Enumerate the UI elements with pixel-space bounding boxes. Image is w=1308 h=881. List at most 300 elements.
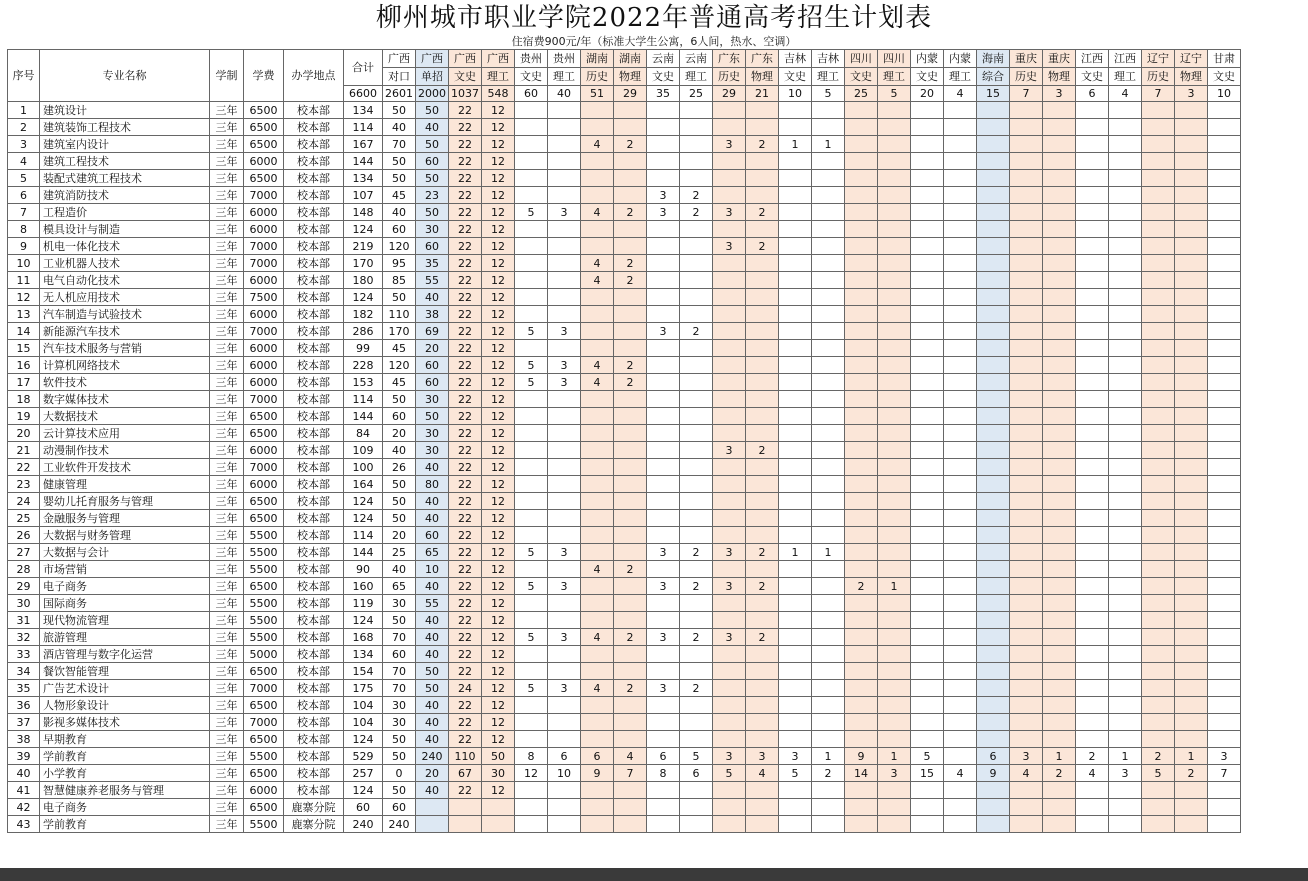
header-category[interactable]: 文史: [647, 68, 680, 86]
cell-quota[interactable]: 12: [482, 714, 515, 731]
cell-quota[interactable]: [647, 816, 680, 833]
cell-total[interactable]: 160: [344, 578, 383, 595]
cell-quota[interactable]: [1076, 442, 1109, 459]
cell-quota[interactable]: [1175, 714, 1208, 731]
cell-fee[interactable]: 6000: [244, 374, 284, 391]
cell-quota[interactable]: [713, 697, 746, 714]
header-province[interactable]: 四川: [878, 50, 911, 68]
cell-quota[interactable]: 3: [647, 187, 680, 204]
cell-quota[interactable]: 55: [416, 595, 449, 612]
cell-quota[interactable]: [680, 153, 713, 170]
cell-quota[interactable]: [746, 697, 779, 714]
cell-quota[interactable]: [1043, 119, 1076, 136]
cell-quota[interactable]: [647, 493, 680, 510]
cell-quota[interactable]: 12: [515, 765, 548, 782]
cell-quota[interactable]: [1076, 272, 1109, 289]
cell-quota[interactable]: [977, 425, 1010, 442]
cell-quota[interactable]: [812, 255, 845, 272]
cell-years[interactable]: 三年: [210, 102, 244, 119]
cell-quota[interactable]: [1109, 714, 1142, 731]
province-total[interactable]: 21: [746, 86, 779, 102]
cell-quota[interactable]: [515, 306, 548, 323]
cell-quota[interactable]: 2: [614, 357, 647, 374]
cell-quota[interactable]: [779, 272, 812, 289]
cell-quota[interactable]: [977, 323, 1010, 340]
cell-quota[interactable]: 30: [416, 442, 449, 459]
cell-seq[interactable]: 29: [8, 578, 40, 595]
cell-quota[interactable]: [911, 697, 944, 714]
cell-quota[interactable]: [1208, 221, 1241, 238]
cell-quota[interactable]: [1208, 646, 1241, 663]
cell-quota[interactable]: [1208, 136, 1241, 153]
cell-quota[interactable]: [1109, 204, 1142, 221]
cell-quota[interactable]: [845, 425, 878, 442]
cell-fee[interactable]: 6500: [244, 170, 284, 187]
cell-quota[interactable]: [1010, 170, 1043, 187]
cell-quota[interactable]: [845, 595, 878, 612]
cell-quota[interactable]: [779, 595, 812, 612]
cell-quota[interactable]: [1109, 646, 1142, 663]
cell-quota[interactable]: 4: [944, 765, 977, 782]
cell-quota[interactable]: [713, 799, 746, 816]
cell-quota[interactable]: [548, 731, 581, 748]
province-total[interactable]: 548: [482, 86, 515, 102]
cell-major-name[interactable]: 电气自动化技术: [40, 272, 210, 289]
cell-quota[interactable]: 2: [1076, 748, 1109, 765]
cell-quota[interactable]: [515, 170, 548, 187]
cell-quota[interactable]: [1208, 340, 1241, 357]
cell-years[interactable]: 三年: [210, 612, 244, 629]
cell-fee[interactable]: 5500: [244, 612, 284, 629]
cell-fee[interactable]: 6500: [244, 663, 284, 680]
cell-quota[interactable]: [647, 527, 680, 544]
header-province[interactable]: 湖南: [581, 50, 614, 68]
cell-campus[interactable]: 校本部: [284, 425, 344, 442]
cell-quota[interactable]: [680, 442, 713, 459]
cell-quota[interactable]: [614, 119, 647, 136]
cell-quota[interactable]: [845, 510, 878, 527]
cell-quota[interactable]: 70: [383, 629, 416, 646]
cell-fee[interactable]: 6500: [244, 493, 284, 510]
cell-quota[interactable]: [977, 493, 1010, 510]
cell-seq[interactable]: 9: [8, 238, 40, 255]
cell-quota[interactable]: [1142, 238, 1175, 255]
cell-total[interactable]: 124: [344, 731, 383, 748]
cell-quota[interactable]: 22: [449, 306, 482, 323]
cell-quota[interactable]: 22: [449, 170, 482, 187]
cell-quota[interactable]: 14: [845, 765, 878, 782]
cell-quota[interactable]: [1175, 697, 1208, 714]
cell-years[interactable]: 三年: [210, 391, 244, 408]
cell-quota[interactable]: [779, 714, 812, 731]
header-province[interactable]: 云南: [680, 50, 713, 68]
cell-quota[interactable]: [1076, 204, 1109, 221]
cell-years[interactable]: 三年: [210, 408, 244, 425]
cell-quota[interactable]: [779, 680, 812, 697]
cell-quota[interactable]: [1109, 731, 1142, 748]
cell-fee[interactable]: 7000: [244, 255, 284, 272]
cell-fee[interactable]: 6000: [244, 221, 284, 238]
cell-quota[interactable]: [515, 408, 548, 425]
cell-quota[interactable]: [581, 170, 614, 187]
cell-quota[interactable]: 1: [878, 578, 911, 595]
cell-quota[interactable]: [944, 629, 977, 646]
cell-fee[interactable]: 5500: [244, 748, 284, 765]
cell-campus[interactable]: 校本部: [284, 357, 344, 374]
cell-quota[interactable]: [680, 459, 713, 476]
header-category[interactable]: 文史: [911, 68, 944, 86]
cell-quota[interactable]: [1109, 493, 1142, 510]
cell-quota[interactable]: [680, 561, 713, 578]
header-fee[interactable]: 学费: [244, 50, 284, 102]
cell-quota[interactable]: [911, 153, 944, 170]
cell-fee[interactable]: 6000: [244, 204, 284, 221]
cell-seq[interactable]: 15: [8, 340, 40, 357]
cell-quota[interactable]: [878, 374, 911, 391]
cell-quota[interactable]: [944, 646, 977, 663]
cell-quota[interactable]: 50: [383, 391, 416, 408]
cell-quota[interactable]: [680, 306, 713, 323]
cell-campus[interactable]: 校本部: [284, 187, 344, 204]
cell-quota[interactable]: [1043, 527, 1076, 544]
cell-quota[interactable]: [581, 119, 614, 136]
cell-total[interactable]: 84: [344, 425, 383, 442]
cell-quota[interactable]: 12: [482, 476, 515, 493]
cell-quota[interactable]: [548, 306, 581, 323]
cell-quota[interactable]: [1043, 459, 1076, 476]
cell-quota[interactable]: [1043, 323, 1076, 340]
cell-quota[interactable]: [911, 238, 944, 255]
cell-quota[interactable]: [515, 102, 548, 119]
province-total[interactable]: 5: [878, 86, 911, 102]
cell-quota[interactable]: [614, 714, 647, 731]
cell-quota[interactable]: [581, 612, 614, 629]
cell-quota[interactable]: [977, 255, 1010, 272]
cell-quota[interactable]: [1175, 238, 1208, 255]
cell-campus[interactable]: 校本部: [284, 391, 344, 408]
cell-quota[interactable]: [944, 816, 977, 833]
cell-quota[interactable]: [812, 697, 845, 714]
cell-quota[interactable]: [548, 697, 581, 714]
cell-quota[interactable]: 3: [548, 578, 581, 595]
cell-quota[interactable]: 12: [482, 255, 515, 272]
cell-seq[interactable]: 18: [8, 391, 40, 408]
cell-quota[interactable]: [944, 561, 977, 578]
cell-quota[interactable]: 3: [1109, 765, 1142, 782]
cell-quota[interactable]: [1010, 340, 1043, 357]
cell-quota[interactable]: 3: [713, 136, 746, 153]
cell-quota[interactable]: [812, 323, 845, 340]
cell-quota[interactable]: [680, 799, 713, 816]
cell-quota[interactable]: [812, 442, 845, 459]
cell-quota[interactable]: [779, 476, 812, 493]
cell-quota[interactable]: [581, 646, 614, 663]
cell-years[interactable]: 三年: [210, 306, 244, 323]
cell-seq[interactable]: 42: [8, 799, 40, 816]
cell-quota[interactable]: [977, 204, 1010, 221]
cell-quota[interactable]: [746, 170, 779, 187]
cell-quota[interactable]: 22: [449, 408, 482, 425]
cell-major-name[interactable]: 学前教育: [40, 748, 210, 765]
cell-major-name[interactable]: 大数据与会计: [40, 544, 210, 561]
cell-quota[interactable]: [1175, 493, 1208, 510]
cell-quota[interactable]: [878, 527, 911, 544]
cell-quota[interactable]: [1142, 816, 1175, 833]
cell-campus[interactable]: 校本部: [284, 323, 344, 340]
cell-quota[interactable]: [647, 595, 680, 612]
cell-quota[interactable]: 12: [482, 204, 515, 221]
cell-campus[interactable]: 校本部: [284, 459, 344, 476]
cell-years[interactable]: 三年: [210, 748, 244, 765]
header-total[interactable]: 合计: [344, 50, 383, 86]
cell-quota[interactable]: 22: [449, 646, 482, 663]
cell-quota[interactable]: 50: [416, 663, 449, 680]
cell-quota[interactable]: [812, 204, 845, 221]
cell-quota[interactable]: [779, 799, 812, 816]
cell-quota[interactable]: [1010, 782, 1043, 799]
cell-quota[interactable]: [1142, 323, 1175, 340]
cell-quota[interactable]: [845, 629, 878, 646]
cell-quota[interactable]: 5: [515, 578, 548, 595]
cell-quota[interactable]: [977, 391, 1010, 408]
cell-major-name[interactable]: 计算机网络技术: [40, 357, 210, 374]
cell-years[interactable]: 三年: [210, 544, 244, 561]
cell-quota[interactable]: [1208, 425, 1241, 442]
header-category[interactable]: 物理: [1175, 68, 1208, 86]
cell-quota[interactable]: [845, 799, 878, 816]
cell-quota[interactable]: 12: [482, 782, 515, 799]
cell-years[interactable]: 三年: [210, 731, 244, 748]
cell-quota[interactable]: [812, 612, 845, 629]
cell-quota[interactable]: [548, 272, 581, 289]
cell-quota[interactable]: [812, 731, 845, 748]
cell-quota[interactable]: 2: [680, 680, 713, 697]
cell-quota[interactable]: [581, 544, 614, 561]
cell-quota[interactable]: [713, 391, 746, 408]
cell-quota[interactable]: [1142, 306, 1175, 323]
cell-quota[interactable]: [680, 238, 713, 255]
cell-quota[interactable]: [581, 476, 614, 493]
cell-quota[interactable]: 40: [416, 578, 449, 595]
cell-quota[interactable]: 12: [482, 289, 515, 306]
cell-quota[interactable]: 50: [383, 493, 416, 510]
cell-quota[interactable]: [911, 527, 944, 544]
cell-quota[interactable]: [977, 102, 1010, 119]
cell-quota[interactable]: [812, 408, 845, 425]
cell-quota[interactable]: [1142, 340, 1175, 357]
cell-quota[interactable]: [911, 595, 944, 612]
cell-quota[interactable]: [1076, 782, 1109, 799]
cell-quota[interactable]: [647, 408, 680, 425]
cell-quota[interactable]: [1109, 629, 1142, 646]
cell-total[interactable]: 100: [344, 459, 383, 476]
cell-quota[interactable]: 2: [1142, 748, 1175, 765]
cell-fee[interactable]: 6000: [244, 272, 284, 289]
cell-quota[interactable]: [812, 595, 845, 612]
cell-major-name[interactable]: 建筑设计: [40, 102, 210, 119]
cell-quota[interactable]: [1175, 612, 1208, 629]
header-province[interactable]: 吉林: [812, 50, 845, 68]
cell-quota[interactable]: 69: [416, 323, 449, 340]
cell-total[interactable]: 109: [344, 442, 383, 459]
cell-quota[interactable]: [779, 697, 812, 714]
cell-quota[interactable]: [548, 238, 581, 255]
cell-quota[interactable]: [779, 663, 812, 680]
header-category[interactable]: 物理: [614, 68, 647, 86]
cell-quota[interactable]: [1109, 391, 1142, 408]
cell-quota[interactable]: [746, 731, 779, 748]
cell-quota[interactable]: [548, 782, 581, 799]
cell-quota[interactable]: [1043, 204, 1076, 221]
cell-quota[interactable]: [977, 306, 1010, 323]
cell-years[interactable]: 三年: [210, 255, 244, 272]
cell-quota[interactable]: [911, 663, 944, 680]
cell-total[interactable]: 124: [344, 612, 383, 629]
cell-quota[interactable]: 40: [383, 561, 416, 578]
cell-quota[interactable]: [746, 680, 779, 697]
cell-quota[interactable]: [515, 527, 548, 544]
cell-quota[interactable]: 22: [449, 510, 482, 527]
cell-quota[interactable]: [1175, 272, 1208, 289]
cell-quota[interactable]: 45: [383, 340, 416, 357]
cell-quota[interactable]: [1010, 646, 1043, 663]
cell-quota[interactable]: [1142, 374, 1175, 391]
cell-quota[interactable]: [1010, 680, 1043, 697]
cell-quota[interactable]: 12: [482, 459, 515, 476]
cell-campus[interactable]: 校本部: [284, 697, 344, 714]
cell-fee[interactable]: 6500: [244, 425, 284, 442]
cell-quota[interactable]: [977, 187, 1010, 204]
cell-quota[interactable]: [1109, 816, 1142, 833]
cell-total[interactable]: 182: [344, 306, 383, 323]
cell-quota[interactable]: [614, 595, 647, 612]
cell-campus[interactable]: 校本部: [284, 136, 344, 153]
cell-quota[interactable]: [944, 782, 977, 799]
province-total[interactable]: 35: [647, 86, 680, 102]
cell-quota[interactable]: 1: [812, 748, 845, 765]
cell-quota[interactable]: [614, 408, 647, 425]
cell-fee[interactable]: 6500: [244, 799, 284, 816]
cell-quota[interactable]: [1142, 391, 1175, 408]
cell-quota[interactable]: 2: [746, 629, 779, 646]
cell-quota[interactable]: [779, 255, 812, 272]
cell-quota[interactable]: 22: [449, 204, 482, 221]
cell-quota[interactable]: [746, 221, 779, 238]
cell-quota[interactable]: [845, 255, 878, 272]
cell-seq[interactable]: 23: [8, 476, 40, 493]
cell-years[interactable]: 三年: [210, 272, 244, 289]
cell-quota[interactable]: 60: [416, 153, 449, 170]
cell-total[interactable]: 144: [344, 153, 383, 170]
cell-quota[interactable]: 12: [482, 578, 515, 595]
cell-quota[interactable]: [548, 102, 581, 119]
cell-quota[interactable]: [977, 408, 1010, 425]
cell-quota[interactable]: [779, 510, 812, 527]
cell-quota[interactable]: [977, 221, 1010, 238]
cell-quota[interactable]: 2: [845, 578, 878, 595]
cell-quota[interactable]: [779, 102, 812, 119]
cell-quota[interactable]: [746, 714, 779, 731]
cell-quota[interactable]: [1109, 357, 1142, 374]
cell-quota[interactable]: [845, 204, 878, 221]
cell-quota[interactable]: 3: [713, 544, 746, 561]
cell-quota[interactable]: [977, 119, 1010, 136]
cell-quota[interactable]: 67: [449, 765, 482, 782]
cell-quota[interactable]: [977, 731, 1010, 748]
cell-quota[interactable]: [911, 187, 944, 204]
cell-quota[interactable]: [1142, 697, 1175, 714]
cell-quota[interactable]: 22: [449, 221, 482, 238]
cell-quota[interactable]: [515, 595, 548, 612]
cell-quota[interactable]: [911, 255, 944, 272]
cell-quota[interactable]: [779, 425, 812, 442]
cell-quota[interactable]: [1175, 221, 1208, 238]
cell-quota[interactable]: 22: [449, 289, 482, 306]
cell-quota[interactable]: [581, 289, 614, 306]
province-total[interactable]: 2000: [416, 86, 449, 102]
cell-seq[interactable]: 14: [8, 323, 40, 340]
cell-quota[interactable]: [515, 391, 548, 408]
cell-quota[interactable]: 25: [383, 544, 416, 561]
cell-quota[interactable]: [1142, 714, 1175, 731]
cell-quota[interactable]: 3: [713, 748, 746, 765]
cell-quota[interactable]: [1076, 646, 1109, 663]
cell-quota[interactable]: [812, 561, 845, 578]
cell-quota[interactable]: [581, 493, 614, 510]
cell-quota[interactable]: [812, 663, 845, 680]
cell-seq[interactable]: 24: [8, 493, 40, 510]
cell-fee[interactable]: 7000: [244, 459, 284, 476]
cell-campus[interactable]: 校本部: [284, 612, 344, 629]
header-category[interactable]: 理工: [680, 68, 713, 86]
cell-quota[interactable]: [1010, 119, 1043, 136]
cell-quota[interactable]: [812, 799, 845, 816]
cell-quota[interactable]: [746, 391, 779, 408]
cell-quota[interactable]: [680, 697, 713, 714]
cell-seq[interactable]: 10: [8, 255, 40, 272]
cell-quota[interactable]: [581, 340, 614, 357]
cell-fee[interactable]: 6500: [244, 765, 284, 782]
cell-quota[interactable]: 12: [482, 561, 515, 578]
cell-quota[interactable]: [1142, 646, 1175, 663]
cell-quota[interactable]: 3: [647, 204, 680, 221]
cell-quota[interactable]: [1010, 799, 1043, 816]
cell-campus[interactable]: 校本部: [284, 493, 344, 510]
cell-years[interactable]: 三年: [210, 323, 244, 340]
cell-quota[interactable]: [878, 391, 911, 408]
cell-quota[interactable]: [647, 612, 680, 629]
header-province[interactable]: 广西: [383, 50, 416, 68]
cell-quota[interactable]: [1109, 323, 1142, 340]
cell-quota[interactable]: [680, 425, 713, 442]
cell-quota[interactable]: [647, 476, 680, 493]
cell-major-name[interactable]: 金融服务与管理: [40, 510, 210, 527]
cell-quota[interactable]: [647, 102, 680, 119]
cell-quota[interactable]: 10: [416, 561, 449, 578]
cell-quota[interactable]: 2: [680, 578, 713, 595]
cell-quota[interactable]: [878, 255, 911, 272]
cell-quota[interactable]: [1175, 629, 1208, 646]
cell-quota[interactable]: [1208, 204, 1241, 221]
cell-quota[interactable]: [1142, 255, 1175, 272]
cell-quota[interactable]: [647, 306, 680, 323]
cell-quota[interactable]: [1043, 442, 1076, 459]
cell-fee[interactable]: 7000: [244, 391, 284, 408]
province-total[interactable]: 25: [680, 86, 713, 102]
cell-total[interactable]: 153: [344, 374, 383, 391]
cell-quota[interactable]: [845, 136, 878, 153]
cell-quota[interactable]: 22: [449, 238, 482, 255]
